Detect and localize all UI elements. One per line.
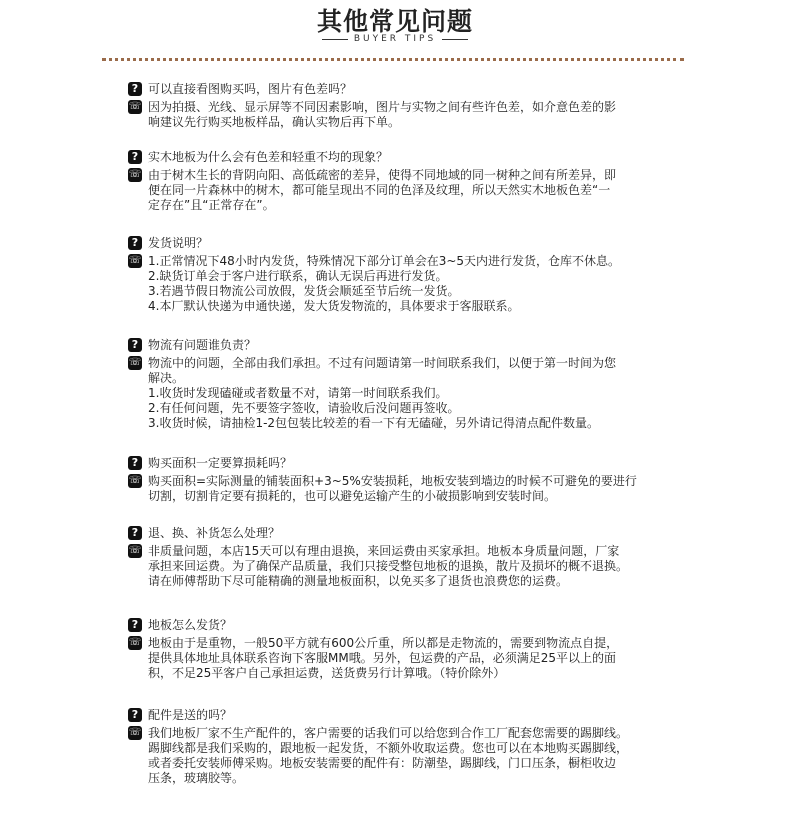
- faq-answer: [128, 168, 688, 213]
- answer-line: 承担来回运费。为了确保产品质量，我们只接受整包地板的退换，散片及损坏的概不退换。: [148, 559, 629, 573]
- faq-answer: [128, 474, 688, 504]
- phone-icon: ☏: [128, 637, 142, 648]
- question-icon: ?: [128, 618, 142, 632]
- faq-answer: [128, 544, 688, 589]
- faq-item: [128, 708, 688, 786]
- answer-line: 2.有任何问题，先不要签字签收，请验收后没问题再签收。: [148, 401, 460, 415]
- question-icon: ?: [128, 82, 142, 96]
- answer-line: 1.正常情况下48小时内发货，特殊情况下部分订单会在3~5天内进行发货，仓库不休息。: [148, 254, 621, 268]
- phone-icon: ☏: [128, 169, 142, 180]
- answer-line: 切割，切割肯定要有损耗的，也可以避免运输产生的小破损影响到安装时间。: [148, 489, 557, 503]
- faq-question: [128, 708, 688, 723]
- phone-icon: ☏: [128, 727, 142, 738]
- answer-line: 定存在”且“正常存在”。: [148, 198, 275, 212]
- answer-line: 4.本厂默认快递为申通快递，发大货发物流的，具体要求于客服联系。: [148, 299, 520, 313]
- faq-answer: [128, 636, 688, 681]
- faq-question: [128, 338, 688, 353]
- subtitle-line-right: [442, 39, 468, 40]
- answer-line: 压条，玻璃胶等。: [148, 771, 245, 785]
- faq-item: [128, 456, 688, 504]
- faq-question: [128, 618, 688, 633]
- question-text: 物流有问题谁负责？: [148, 338, 257, 352]
- answer-line: 便在同一片森林中的树木，都可能呈现出不同的色泽及纹理，所以天然实木地板色差“一: [148, 183, 611, 197]
- faq-question: [128, 82, 688, 97]
- question-icon: ?: [128, 150, 142, 164]
- subtitle-row: [0, 33, 790, 45]
- answer-line: 因为拍摄、光线、显示屏等不同因素影响，图片与实物之间有些许色差，如介意色差的影: [148, 100, 617, 114]
- question-text: 地板怎么发货？: [148, 618, 233, 632]
- phone-icon: ☏: [128, 475, 142, 486]
- faq-item: [128, 338, 688, 431]
- question-icon: ?: [128, 338, 142, 352]
- question-text: 配件是送的吗？: [148, 708, 233, 722]
- phone-icon: ☏: [128, 101, 142, 112]
- phone-icon: ☏: [128, 255, 142, 266]
- question-icon: ?: [128, 526, 142, 540]
- subtitle-line-left: [322, 39, 348, 40]
- answer-line: 3.收货时候，请抽检1-2包包装比较差的看一下有无磕碰，另外请记得清点配件数量。: [148, 416, 600, 430]
- answer-line: 响建议先行购买地板样品，确认实物后再下单。: [148, 115, 401, 129]
- question-text: 可以直接看图购买吗，图片有色差吗？: [148, 82, 353, 96]
- faq-question: [128, 236, 688, 251]
- phone-icon: ☏: [128, 357, 142, 368]
- answer-line: 提供具体地址具体联系咨询下客服MM哦。另外，包运费的产品，必须满足25平以上的面: [148, 651, 616, 665]
- answer-line: 1.收货时发现磕碰或者数量不对，请第一时间联系我们。: [148, 386, 448, 400]
- faq-item: [128, 236, 688, 314]
- page-subtitle: BUYER TIPS: [353, 34, 437, 44]
- answer-line: 购买面积=实际测量的铺装面积+3~5%安装损耗，地板安装到墙边的时候不可避免的要进行: [148, 474, 637, 488]
- question-text: 购买面积一定要算损耗吗？: [148, 456, 293, 470]
- answer-line: 地板由于是重物，一般50平方就有600公斤重，所以都是走物流的，需要到物流点自提，: [148, 636, 619, 650]
- faq-answer: [128, 254, 688, 314]
- question-icon: ?: [128, 236, 142, 250]
- question-icon: ?: [128, 708, 142, 722]
- faq-question: [128, 456, 688, 471]
- answer-line: 2.缺货订单会于客户进行联系，确认无误后再进行发货。: [148, 269, 448, 283]
- answer-line: 由于树木生长的背阴向阳、高低疏密的差异，使得不同地域的同一树种之间有所差异，即: [148, 168, 617, 182]
- answer-line: 请在师傅帮助下尽可能精确的测量地板面积，以免买多了退货也浪费您的运费。: [148, 574, 569, 588]
- answer-line: 物流中的问题，全部由我们承担。不过有问题请第一时间联系我们，以便于第一时间为您: [148, 356, 617, 370]
- answer-line: 解决。: [148, 371, 185, 385]
- faq-question: [128, 150, 688, 165]
- faq-answer: [128, 726, 688, 786]
- answer-line: 3.若遇节假日物流公司放假，发货会顺延至节后统一发货。: [148, 284, 460, 298]
- question-icon: ?: [128, 456, 142, 470]
- faq-item: [128, 618, 688, 681]
- answer-line: 踢脚线都是我们采购的，跟地板一起发货，不额外收取运费。您也可以在本地购买踢脚线，: [148, 741, 629, 755]
- answer-line: 我们地板厂家不生产配件的，客户需要的话我们可以给您到合作工厂配套您需要的踢脚线。: [148, 726, 629, 740]
- faq-question: [128, 526, 688, 541]
- question-text: 实木地板为什么会有色差和轻重不均的现象？: [148, 150, 389, 164]
- faq-item: [128, 150, 688, 213]
- phone-icon: ☏: [128, 545, 142, 556]
- question-text: 退、换、补货怎么处理？: [148, 526, 281, 540]
- faq-answer: [128, 100, 688, 130]
- answer-line: 非质量问题，本店15天可以有理由退换，来回运费由买家承担。地板本身质量问题，厂家: [148, 544, 620, 558]
- faq-item: [128, 526, 688, 589]
- answer-line: 积，不足25平客户自己承担运费，送货费另行计算哦。（特价除外）: [148, 666, 506, 680]
- dotted-divider: [102, 58, 684, 61]
- question-text: 发货说明？: [148, 236, 209, 250]
- faq-item: [128, 82, 688, 130]
- page-title: 其他常见问题: [316, 7, 473, 36]
- faq-answer: [128, 356, 688, 431]
- answer-line: 或者委托安装师傅采购。地板安装需要的配件有：防潮垫，踢脚线，门口压条，橱柜收边: [148, 756, 617, 770]
